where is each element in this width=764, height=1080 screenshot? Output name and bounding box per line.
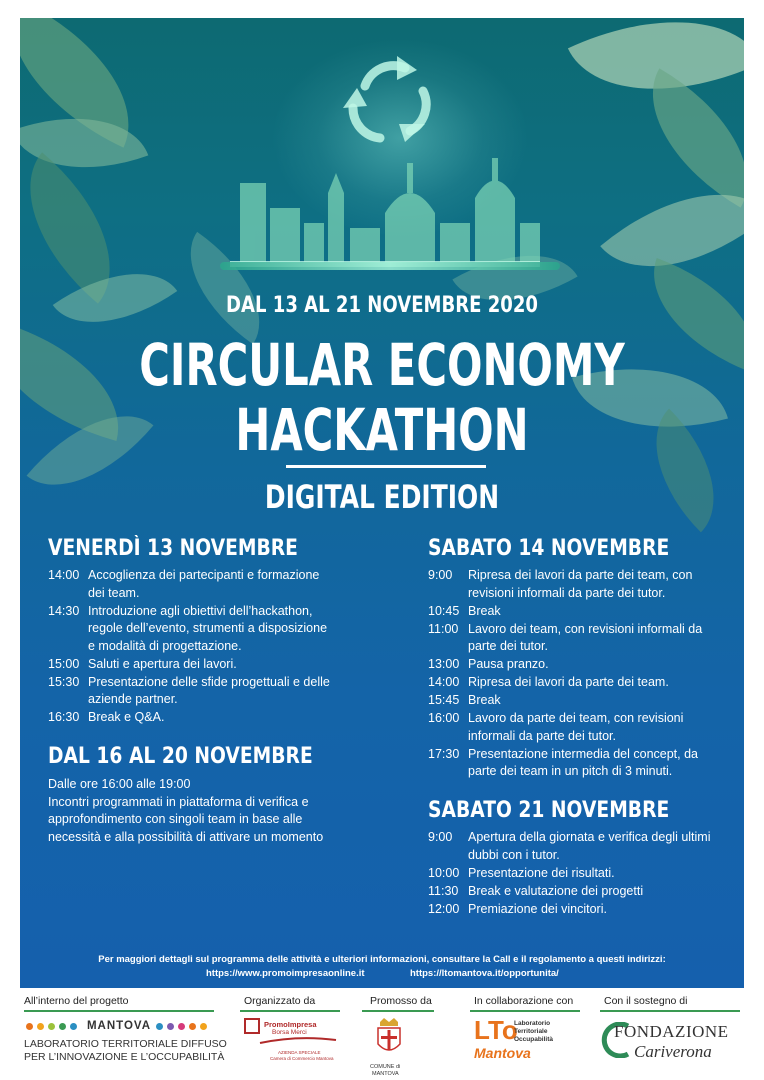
days-mid-line: approfondimento con singoli team in base alle (48, 812, 303, 826)
schedule-description-line: Accoglienza dei partecipanti e formazione (88, 568, 320, 582)
schedule-description (468, 865, 615, 883)
lto-text1: Laboratorio (514, 1020, 551, 1027)
schedule-description-line: Presentazione intermedia del concept, da (468, 746, 699, 761)
footer-label-project: All’interno del progetto (24, 995, 129, 1007)
schedule-row (48, 674, 348, 709)
tablet-base (220, 262, 560, 270)
footer-label-organizer: Organizzato da (244, 995, 316, 1007)
schedule-description-line: dubbi con i tutor. (468, 847, 560, 862)
schedule-description-line: Presentazione dei risultati. (468, 865, 615, 880)
schedule-row (48, 603, 348, 656)
schedule-time: 14:00 (48, 568, 80, 582)
schedule-time: 11:30 (428, 883, 459, 898)
schedule-row (428, 746, 728, 781)
schedule-time: 15:45 (428, 693, 460, 707)
mantova-brand: MANTOVA (86, 1020, 152, 1032)
schedule-time: 14:00 (428, 675, 460, 689)
schedule-description (468, 674, 669, 692)
footer-divider (362, 1010, 434, 1012)
recycle-icon (335, 46, 445, 156)
schedule-description-line: Saluti e apertura dei lavori. (88, 656, 237, 671)
schedule-description (468, 656, 549, 674)
swoosh-icon (258, 1034, 338, 1046)
schedule-description-line: Lavoro da parte dei team, con revisioni (468, 711, 684, 725)
schedule-description (468, 567, 692, 602)
schedule-description-line: Ripresa dei lavori da parte dei team. (468, 675, 669, 689)
schedule-description-line: revisioni informali da parte dei tutor. (468, 585, 666, 600)
schedule-row (48, 656, 348, 674)
mantova-logo (24, 1020, 214, 1034)
fondazione-line2: Cariverona (634, 1042, 712, 1061)
schedule-description-line: aziende partner. (88, 692, 178, 706)
day1-heading: VENERDÌ 13 NOVEMBRE (48, 536, 298, 561)
schedule-row (428, 829, 728, 864)
day2-heading: SABATO 14 NOVEMBRE (428, 536, 670, 561)
title-line-2: HACKATHON (235, 396, 529, 464)
schedule-description-line: Ripresa dei lavori da parte dei team, con (468, 568, 693, 582)
schedule-time: 10:00 (428, 865, 460, 880)
day3-heading: SABATO 21 NOVEMBRE (428, 798, 670, 823)
footer-divider (240, 1010, 340, 1012)
schedule-time: 12:00 (428, 901, 460, 916)
schedule-row (428, 710, 728, 745)
schedule-description (468, 603, 501, 621)
schedule-time: 14:30 (48, 603, 80, 618)
promoimpresa-brand: PromoImpresa (264, 1020, 317, 1029)
footer-divider (470, 1010, 580, 1012)
org-small-2: Camera di Commercio Mantova (270, 1056, 334, 1061)
lto-text2: Territoriale (514, 1028, 548, 1035)
schedule-row (428, 883, 728, 901)
lto-brand: Mantova (474, 1045, 531, 1061)
lto-logo (474, 1015, 584, 1062)
city-skyline-icon (220, 143, 550, 273)
schedule-description-line: e modalità di progettazione. (88, 638, 242, 653)
schedule-description (468, 692, 501, 710)
schedule-row (428, 674, 728, 692)
schedule-time: 16:30 (48, 710, 80, 724)
schedule-description (468, 829, 711, 864)
subtitle: DIGITAL EDITION (264, 478, 500, 516)
schedule-time: 10:45 (428, 603, 460, 618)
days-mid-heading: DAL 16 AL 20 NOVEMBRE (48, 744, 313, 769)
schedule-description-line: Break e Q&A. (88, 710, 165, 724)
poster (20, 18, 744, 988)
schedule-description-line: Lavoro dei team, con revisioni informali da (468, 621, 703, 636)
comune-line2: MANTOVA (372, 1071, 399, 1077)
schedule-description-line: Break (468, 693, 501, 707)
schedule-time: 9:00 (428, 568, 453, 582)
info-link-2[interactable]: https://ltomantova.it/opportunita/ (410, 968, 559, 979)
title-line-1: CIRCULAR ECONOMY (139, 331, 625, 399)
info-text: Per maggiori dettagli sul programma delle attività e ulteriori informazioni, consultare la Call e il regolamento a questi indirizzi: (98, 954, 666, 965)
info-link-1[interactable]: https://www.promoimpresaonline.it (206, 968, 365, 979)
schedule-description-line: Break e valutazione dei progetti (468, 883, 644, 898)
schedule-row (428, 901, 728, 919)
schedule-description (468, 710, 683, 745)
schedule-description-line: parte dei tutor. (468, 639, 548, 653)
schedule-description (88, 656, 237, 674)
schedule-time: 16:00 (428, 711, 460, 725)
schedule-row (428, 603, 728, 621)
schedule-row (428, 567, 728, 602)
borsa-merci-brand: Borsa Merci (272, 1029, 307, 1036)
footer-divider (24, 1010, 214, 1012)
schedule-description-line: parte dei team in un pitch di 3 minuti. (468, 764, 673, 778)
schedule-row (428, 865, 728, 883)
schedule-row (428, 692, 728, 710)
schedule-row (48, 709, 348, 727)
schedule-description-line: Introduzione agli obiettivi dell’hackathon, (88, 603, 313, 618)
schedule-description-line: Apertura della giornata e verifica degli ultimi (468, 830, 711, 844)
promoimpresa-logo (244, 1018, 344, 1068)
footer-label-support: Con il sostegno di (604, 995, 688, 1007)
schedule-time: 11:00 (428, 621, 459, 636)
schedule-row (428, 621, 728, 656)
schedule-description-line: Presentazione delle sfide progettuali e delle (88, 674, 330, 689)
schedule-time: 15:30 (48, 674, 80, 689)
days-mid-line: Incontri programmati in piattaforma di verifica e (48, 794, 309, 809)
footer-label-collaboration: In collaborazione con (474, 995, 574, 1007)
chamber-emblem-icon (244, 1018, 260, 1034)
event-dates: DAL 13 AL 21 NOVEMBRE 2020 (226, 293, 538, 318)
schedule-description (468, 621, 702, 656)
schedule-description-line: Break (468, 603, 501, 618)
schedule-time: 15:00 (48, 656, 80, 671)
lto-mark: LTo (474, 1015, 518, 1045)
footer-col1-line1: LABORATORIO TERRITORIALE DIFFUSO (24, 1038, 227, 1050)
schedule-time: 9:00 (428, 830, 453, 844)
fondazione-line1: FONDAZIONE (614, 1022, 729, 1041)
schedule-description (88, 603, 327, 656)
schedule-description-line: informali da parte dei tutor. (468, 728, 616, 743)
schedule-row (428, 656, 728, 674)
org-small-1: AZIENDA SPECIALE (278, 1050, 321, 1055)
title-divider (286, 465, 486, 468)
city-crest-icon (374, 1018, 404, 1058)
schedule-description-line: Pausa pranzo. (468, 657, 549, 671)
schedule-description-line: dei team. (88, 585, 140, 600)
days-mid-text (48, 776, 323, 846)
schedule-time: 13:00 (428, 657, 460, 671)
schedule-description (468, 746, 698, 781)
schedule-description-line: Premiazione dei vincitori. (468, 901, 607, 916)
days-mid-line: necessità e alla possibilità di attivare un momento (48, 829, 324, 844)
schedule-description (88, 709, 164, 727)
comune-line1: COMUNE di (370, 1064, 401, 1070)
schedule-time: 17:30 (428, 746, 460, 761)
schedule-description (468, 883, 643, 901)
footer-divider (600, 1010, 740, 1012)
schedule-row (48, 567, 348, 602)
schedule-description (468, 901, 607, 919)
lto-text3: Occupabilità (514, 1036, 554, 1043)
footer-label-promoter: Promosso da (370, 995, 432, 1007)
schedule-description (88, 567, 319, 602)
schedule-description (88, 674, 330, 709)
schedule-description-line: regole dell’evento, strumenti a disposizione (88, 621, 328, 635)
days-mid-line: Dalle ore 16:00 alle 19:00 (48, 777, 191, 791)
footer-col1-line2: PER L’INNOVAZIONE E L’OCCUPABILITÀ (24, 1051, 225, 1063)
